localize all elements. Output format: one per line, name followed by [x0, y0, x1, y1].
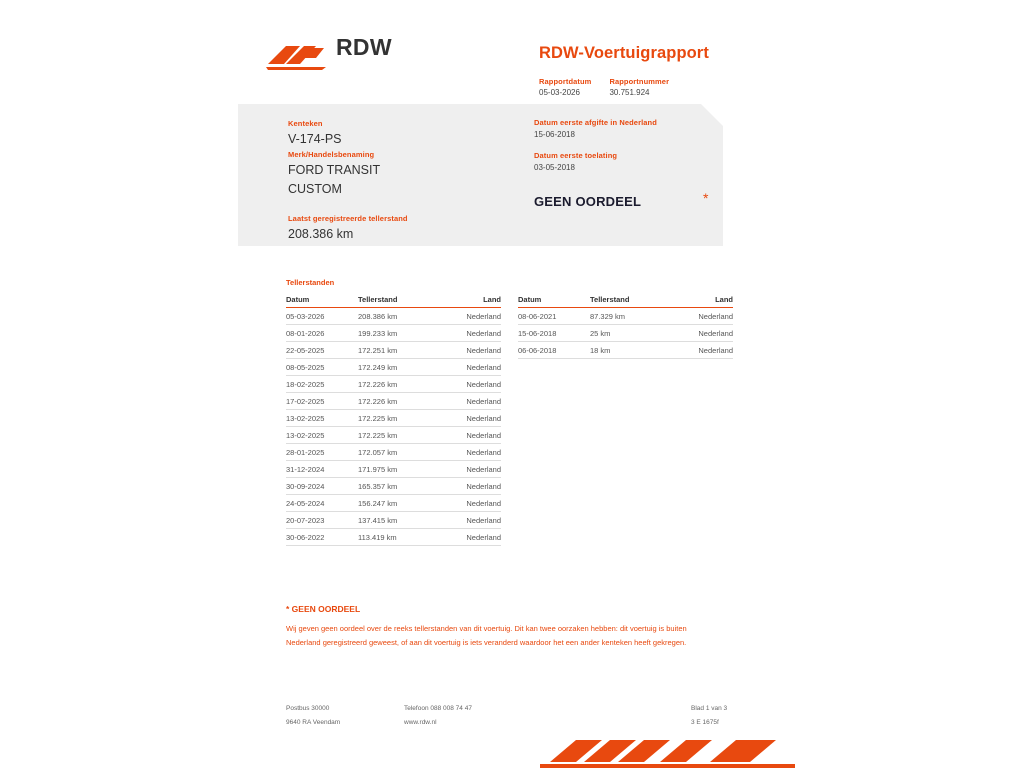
panel-corner-notch	[701, 104, 723, 126]
cell-tellerstand: 156.247 km	[358, 495, 446, 512]
laatst-tellerstand-label: Laatst geregistreerde tellerstand	[288, 214, 408, 223]
cell-tellerstand: 25 km	[590, 325, 678, 342]
cell-tellerstand: 113.419 km	[358, 529, 446, 546]
cell-land: Nederland	[446, 427, 501, 444]
eerste-toelating-label: Datum eerste toelating	[534, 151, 618, 160]
footer-website[interactable]: www.rdw.nl	[404, 719, 437, 726]
cell-land: Nederland	[446, 444, 501, 461]
footer-address	[286, 702, 340, 730]
cell-tellerstand: 172.251 km	[358, 342, 446, 359]
cell-tellerstand: 87.329 km	[590, 308, 678, 325]
kenteken-value: V-174-PS	[288, 132, 342, 146]
cell-land: Nederland	[446, 308, 501, 325]
table-row	[286, 461, 501, 478]
cell-datum: 08-06-2021	[518, 308, 590, 325]
document-header	[0, 18, 1024, 97]
cell-datum: 20-07-2023	[286, 512, 358, 529]
cell-land: Nederland	[446, 325, 501, 342]
table-row	[518, 308, 733, 325]
column-header-land: Land	[678, 292, 733, 308]
footer-page-number: Blad 1 van 3	[691, 705, 728, 712]
cell-datum: 18-02-2025	[286, 376, 358, 393]
cell-land: Nederland	[446, 529, 501, 546]
kenteken-label: Kenteken	[288, 119, 323, 128]
cell-datum: 08-05-2025	[286, 359, 358, 376]
table-row	[286, 359, 501, 376]
cell-datum: 24-05-2024	[286, 495, 358, 512]
column-header-land: Land	[446, 292, 501, 308]
cell-tellerstand: 172.226 km	[358, 393, 446, 410]
table-row	[286, 376, 501, 393]
table-row	[286, 427, 501, 444]
rdw-logo	[266, 32, 396, 74]
cell-tellerstand: 172.249 km	[358, 359, 446, 376]
cell-datum: 13-02-2025	[286, 410, 358, 427]
footer-pageinfo	[691, 702, 727, 730]
cell-tellerstand: 18 km	[590, 342, 678, 359]
report-date-value: 05-03-2026	[539, 88, 580, 97]
cell-tellerstand: 172.225 km	[358, 427, 446, 444]
cell-datum: 06-06-2018	[518, 342, 590, 359]
cell-land: Nederland	[446, 512, 501, 529]
table-row	[286, 495, 501, 512]
cell-datum: 30-09-2024	[286, 478, 358, 495]
table-row	[286, 393, 501, 410]
cell-land: Nederland	[446, 461, 501, 478]
verdict-footnote-marker: *	[703, 190, 709, 206]
cell-land: Nederland	[446, 376, 501, 393]
footnote-title: * GEEN OORDEEL	[286, 604, 361, 614]
report-title: RDW-Voertuigrapport	[539, 44, 709, 62]
cell-tellerstand: 172.226 km	[358, 376, 446, 393]
cell-land: Nederland	[446, 359, 501, 376]
cell-datum: 08-01-2026	[286, 325, 358, 342]
tellerstanden-table-left	[286, 292, 501, 546]
table-row	[286, 410, 501, 427]
tellerstanden-title: Tellerstanden	[286, 278, 335, 287]
laatst-tellerstand-value: 208.386 km	[288, 227, 354, 241]
cell-datum: 15-06-2018	[518, 325, 590, 342]
report-date-block	[539, 76, 605, 99]
cell-datum: 13-02-2025	[286, 427, 358, 444]
column-header-tellerstand: Tellerstand	[358, 292, 446, 308]
cell-tellerstand: 172.225 km	[358, 410, 446, 427]
footnote-block	[286, 604, 706, 650]
footer-form-code: 3 E 1675f	[691, 719, 719, 726]
merk-value-line2: CUSTOM	[288, 182, 342, 196]
footer-address-line2: 9640 RA Veendam	[286, 719, 341, 726]
merk-label: Merk/Handelsbenaming	[288, 150, 375, 159]
table-row	[518, 325, 733, 342]
eerste-afgifte-value: 15-06-2018	[534, 130, 575, 139]
cell-land: Nederland	[678, 325, 733, 342]
rdw-logo-icon	[266, 38, 328, 70]
cell-datum: 28-01-2025	[286, 444, 358, 461]
table-header-row	[518, 292, 733, 308]
cell-datum: 05-03-2026	[286, 308, 358, 325]
cell-land: Nederland	[678, 308, 733, 325]
report-date-label: Rapportdatum	[539, 77, 592, 86]
cell-datum: 17-02-2025	[286, 393, 358, 410]
table-row	[286, 325, 501, 342]
report-meta	[539, 76, 839, 99]
cell-land: Nederland	[446, 495, 501, 512]
table-row	[286, 308, 501, 325]
cell-tellerstand: 199.233 km	[358, 325, 446, 342]
tellerstanden-table-right	[518, 292, 733, 359]
footer-phone: Telefoon 088 008 74 47	[404, 705, 472, 712]
table-row	[286, 444, 501, 461]
table-row	[286, 529, 501, 546]
verdict-text: GEEN OORDEEL	[534, 194, 642, 209]
cell-datum: 31-12-2024	[286, 461, 358, 478]
cell-land: Nederland	[446, 478, 501, 495]
eerste-toelating-value: 03-05-2018	[534, 163, 575, 172]
rdw-wordmark: RDW	[336, 34, 392, 60]
footer-contact	[404, 702, 472, 730]
cell-datum: 30-06-2022	[286, 529, 358, 546]
merk-value-line1: FORD TRANSIT	[288, 163, 381, 177]
table-row	[286, 478, 501, 495]
table-header-row	[286, 292, 501, 308]
vehicle-summary-panel	[238, 104, 723, 246]
report-number-label: Rapportnummer	[609, 77, 670, 86]
report-number-block	[609, 76, 669, 99]
cell-tellerstand: 137.415 km	[358, 512, 446, 529]
column-header-datum: Datum	[286, 292, 358, 308]
cell-tellerstand: 171.975 km	[358, 461, 446, 478]
table-row	[286, 342, 501, 359]
cell-tellerstand: 172.057 km	[358, 444, 446, 461]
footer-address-line1: Postbus 30000	[286, 705, 330, 712]
cell-land: Nederland	[678, 342, 733, 359]
footnote-body: Wij geven geen oordeel over de reeks tellerstanden van dit voertuig. Dit kan twee oorzaken hebben: dit voertuig is buiten Nederland geregistreerd geweest, of aan dit voertuig is iets veranderd waardoor het een ander kenteken heeft gekregen.	[286, 624, 687, 647]
rdw-stripes-icon	[540, 738, 800, 768]
cell-tellerstand: 208.386 km	[358, 308, 446, 325]
column-header-tellerstand: Tellerstand	[590, 292, 678, 308]
table-row	[286, 512, 501, 529]
column-header-datum: Datum	[518, 292, 590, 308]
cell-datum: 22-05-2025	[286, 342, 358, 359]
footer-decorative-graphic	[540, 738, 800, 768]
cell-land: Nederland	[446, 393, 501, 410]
report-number-value: 30.751.924	[609, 88, 650, 97]
eerste-afgifte-label: Datum eerste afgifte in Nederland	[534, 118, 657, 127]
table-row	[518, 342, 733, 359]
cell-tellerstand: 165.357 km	[358, 478, 446, 495]
cell-land: Nederland	[446, 410, 501, 427]
cell-land: Nederland	[446, 342, 501, 359]
